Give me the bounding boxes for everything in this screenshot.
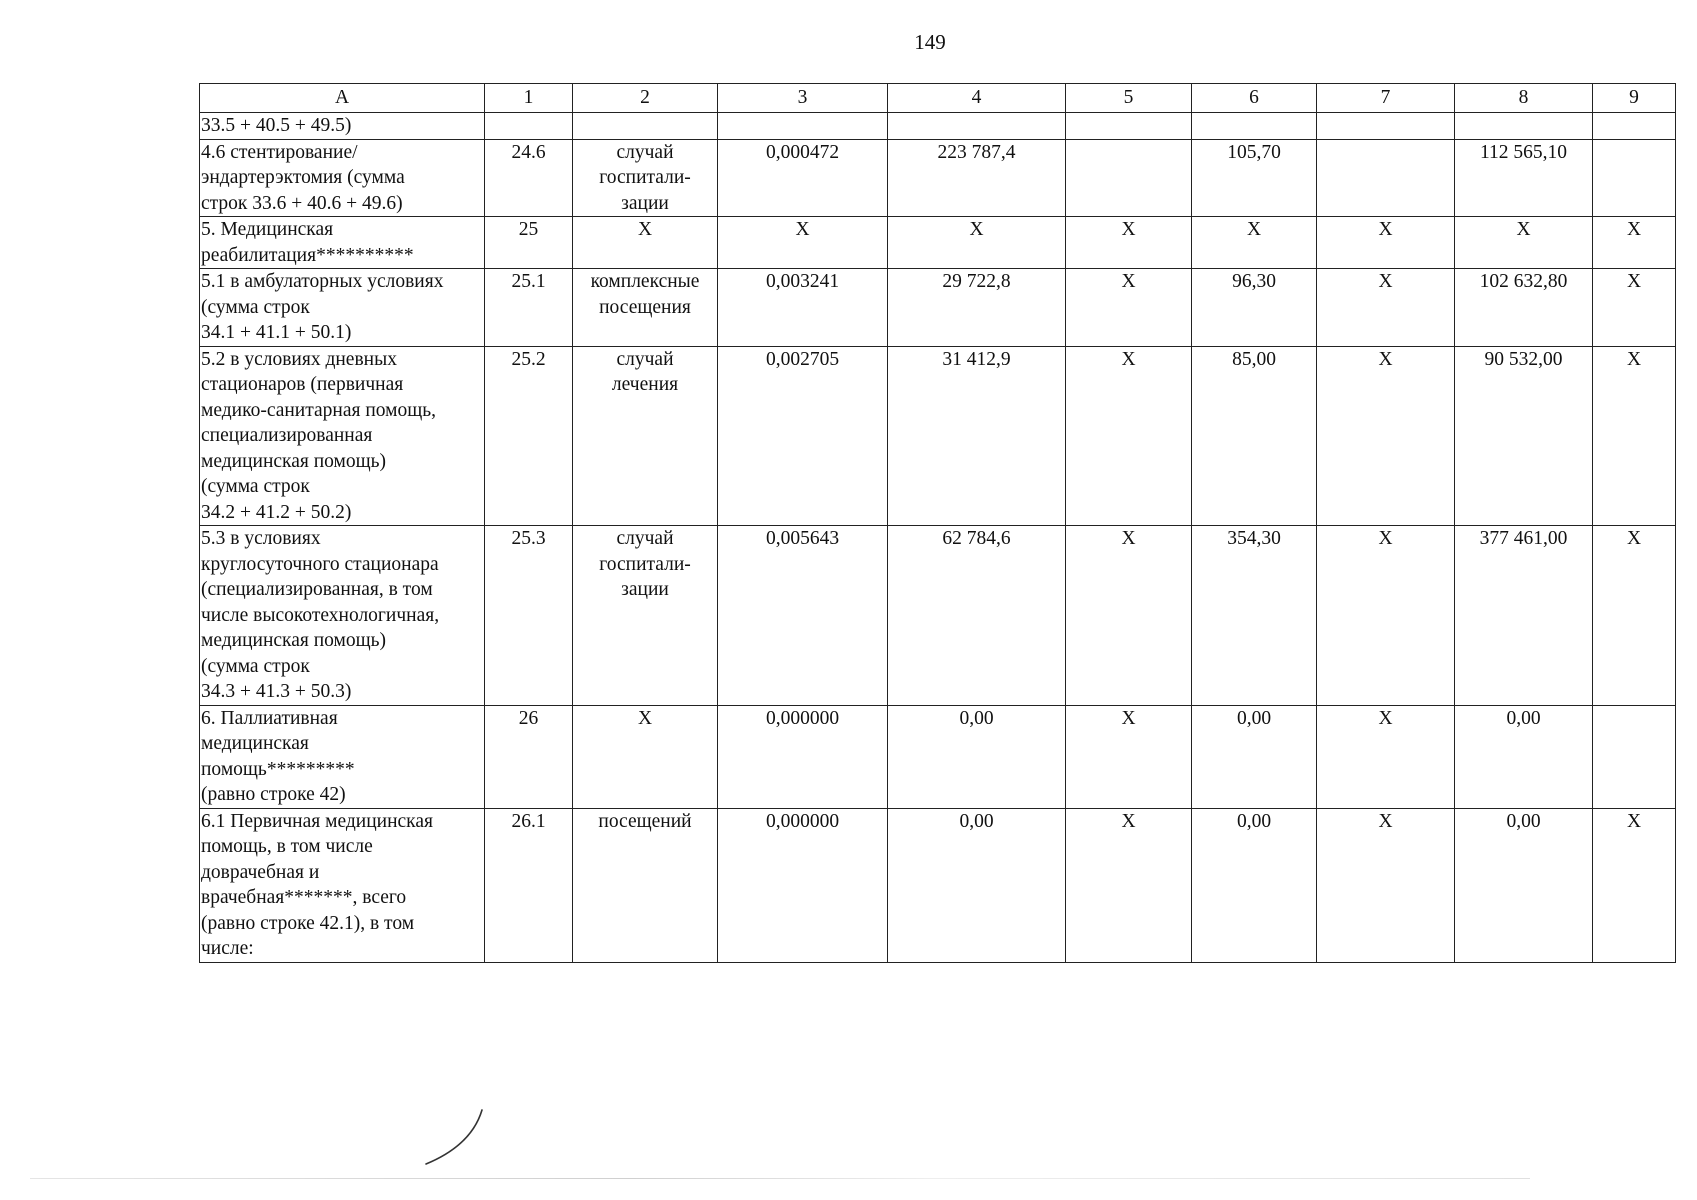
table-cell: 26.1 <box>485 808 573 962</box>
table-cell: 102 632,80 <box>1455 269 1593 347</box>
page-number: 149 <box>914 30 946 54</box>
column-header-5: 5 <box>1066 84 1192 113</box>
table-cell: Х <box>888 217 1066 269</box>
table-cell: 0,00 <box>1455 808 1593 962</box>
table-cell: 0,000472 <box>718 139 888 217</box>
table-cell: 377 461,00 <box>1455 526 1593 706</box>
table-cell: Х <box>1317 705 1455 808</box>
table-cell <box>1593 705 1676 808</box>
table-cell: Х <box>1593 217 1676 269</box>
row-label: 5. Медицинская реабилитация********** <box>200 217 485 269</box>
table-cell: 25.2 <box>485 346 573 526</box>
table-row <box>200 217 1676 269</box>
header-row <box>200 84 1676 113</box>
table-cell: Х <box>1317 217 1455 269</box>
row-label: 6. Паллиативная медицинская помощь********* (равно строке 42) <box>200 705 485 808</box>
table-cell: посещений <box>573 808 718 962</box>
table-cell: Х <box>1192 217 1317 269</box>
table-cell: Х <box>1455 217 1593 269</box>
table-cell: 223 787,4 <box>888 139 1066 217</box>
table-cell <box>888 113 1066 140</box>
column-header-a: А <box>200 84 485 113</box>
table-cell <box>1066 113 1192 140</box>
table-cell: 62 784,6 <box>888 526 1066 706</box>
column-header-8: 8 <box>1455 84 1593 113</box>
table-cell: 354,30 <box>1192 526 1317 706</box>
table-row <box>200 526 1676 706</box>
table-row <box>200 808 1676 962</box>
table-cell: 0,000000 <box>718 808 888 962</box>
row-label: 5.2 в условиях дневных стационаров (первичная медико-санитарная помощь, специализированная медицинская помощь) (сумма строк 34.2 + 41.2 + 50.2) <box>200 346 485 526</box>
column-header-1: 1 <box>485 84 573 113</box>
table-row <box>200 705 1676 808</box>
table-cell <box>718 113 888 140</box>
column-header-4: 4 <box>888 84 1066 113</box>
column-header-9: 9 <box>1593 84 1676 113</box>
table-cell: 25.3 <box>485 526 573 706</box>
table-cell: 24.6 <box>485 139 573 217</box>
table-cell: случай госпитали- зации <box>573 139 718 217</box>
table-cell: 0,00 <box>1455 705 1593 808</box>
table-cell: Х <box>718 217 888 269</box>
table-cell: 31 412,9 <box>888 346 1066 526</box>
row-label: 33.5 + 40.5 + 49.5) <box>200 113 485 140</box>
table-cell: Х <box>1593 808 1676 962</box>
table-row <box>200 269 1676 347</box>
table-cell: 96,30 <box>1192 269 1317 347</box>
table-cell <box>1593 113 1676 140</box>
table-cell <box>485 113 573 140</box>
table-cell: 0,000000 <box>718 705 888 808</box>
table-cell: 0,00 <box>1192 808 1317 962</box>
table-cell <box>1593 139 1676 217</box>
scan-artifact-line <box>30 1178 1530 1179</box>
table-row <box>200 346 1676 526</box>
table-cell: комплексные посещения <box>573 269 718 347</box>
table-cell: 0,00 <box>888 705 1066 808</box>
table-cell: Х <box>1593 526 1676 706</box>
row-label: 6.1 Первичная медицинская помощь, в том числе доврачебная и врачебная*******, всего (равно строке 42.1), в том числе: <box>200 808 485 962</box>
table-cell: Х <box>1317 269 1455 347</box>
table-cell: Х <box>1317 808 1455 962</box>
data-table <box>199 83 1676 963</box>
table-cell: 29 722,8 <box>888 269 1066 347</box>
table-cell <box>1455 113 1593 140</box>
table-cell: Х <box>1066 346 1192 526</box>
row-label: 5.3 в условиях круглосуточного стационара (специализированная, в том числе высокотехнологичная, медицинская помощь) (сумма строк 34.3 + 41.3 + 50.3) <box>200 526 485 706</box>
table-cell <box>1317 113 1455 140</box>
table-cell: Х <box>1317 526 1455 706</box>
table-cell: Х <box>1066 808 1192 962</box>
table-cell: 25.1 <box>485 269 573 347</box>
table-cell <box>1317 139 1455 217</box>
row-label: 5.1 в амбулаторных условиях (сумма строк 34.1 + 41.1 + 50.1) <box>200 269 485 347</box>
table-cell: Х <box>1317 346 1455 526</box>
table-cell: 0,002705 <box>718 346 888 526</box>
table-cell: Х <box>1066 269 1192 347</box>
table-cell: 0,00 <box>1192 705 1317 808</box>
table-cell: 25 <box>485 217 573 269</box>
table-cell: 90 532,00 <box>1455 346 1593 526</box>
pen-stroke-mark <box>420 1108 500 1168</box>
column-header-7: 7 <box>1317 84 1455 113</box>
table-row <box>200 139 1676 217</box>
column-header-6: 6 <box>1192 84 1317 113</box>
table-cell: случай лечения <box>573 346 718 526</box>
column-header-2: 2 <box>573 84 718 113</box>
table-cell <box>1192 113 1317 140</box>
column-header-3: 3 <box>718 84 888 113</box>
row-label: 4.6 стентирование/ эндартерэктомия (сумма строк 33.6 + 40.6 + 49.6) <box>200 139 485 217</box>
table-cell <box>573 113 718 140</box>
table-cell: Х <box>573 217 718 269</box>
table-cell: 85,00 <box>1192 346 1317 526</box>
table-cell: Х <box>1593 269 1676 347</box>
table-cell: Х <box>1066 217 1192 269</box>
table-cell: 0,003241 <box>718 269 888 347</box>
table-cell: 0,005643 <box>718 526 888 706</box>
table-cell: 105,70 <box>1192 139 1317 217</box>
table-cell: Х <box>573 705 718 808</box>
table-cell: Х <box>1066 705 1192 808</box>
table-cell: Х <box>1066 526 1192 706</box>
table-cell: Х <box>1593 346 1676 526</box>
table-cell: 26 <box>485 705 573 808</box>
table-cell: случай госпитали- зации <box>573 526 718 706</box>
table-cell <box>1066 139 1192 217</box>
table-row <box>200 113 1676 140</box>
table-cell: 0,00 <box>888 808 1066 962</box>
table-cell: 112 565,10 <box>1455 139 1593 217</box>
